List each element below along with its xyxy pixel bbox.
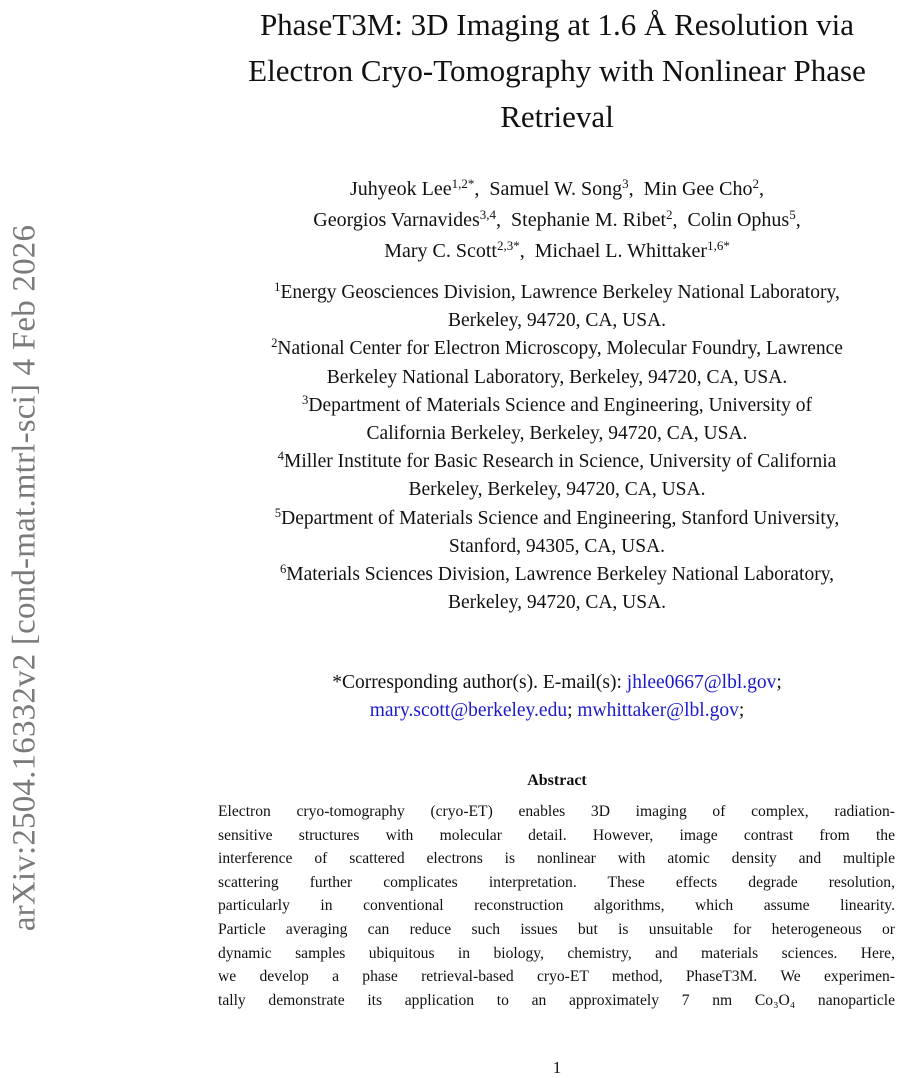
author-list [198,174,916,267]
title-line: Retrieval [500,99,614,134]
abstract-body [218,800,895,1012]
email-link[interactable]: mwhittaker@lbl.gov [577,700,739,721]
author: Colin Ophus$^5$, [687,206,801,231]
abstract-line: particularly in conventional reconstruction algorithms, which assume linearity. [218,897,895,915]
author-line [198,174,916,205]
abstract-line: dynamic samples ubiquitous in biology, chemistry, and materials sciences. Here, [218,944,895,962]
arxiv-identifier-stamp: arXiv:2504.16332v2 [cond-mat.mtrl-sci] 4 Feb 2026 [6,224,43,932]
author: Min Gee Cho$^2$, [643,175,765,200]
affiliation: $^2$National Center for Electron Microscopy, Molecular Foundry, Lawrence Berkeley National Laboratory, Berkeley, 94720, CA, USA. [271,336,843,388]
affiliation: $^5$Department of Materials Science and Engineering, Stanford University, Stanford, 94305, CA, USA. [274,505,840,557]
title-line: Electron Cryo-Tomography with Nonlinear Phase [248,53,866,88]
abstract-line: scattering further complicates interpretation. These effects degrade resolution, [218,873,895,891]
author-line [198,205,916,236]
paper-title [198,2,916,140]
author: Samuel W. Song$^3$, [489,175,634,200]
email-link[interactable]: mary.scott@berkeley.edu [369,700,568,721]
author-line [198,236,916,267]
affiliation: $^1$Energy Geosciences Division, Lawrence Berkeley National Laboratory, Berkeley, 94720, CA, USA. [274,280,840,332]
author: Stephanie M. Ribet$^2$, [511,206,678,231]
affiliation-list [198,279,916,617]
author: Georgios Varnavides$^{3,4}$, [313,206,502,231]
abstract-line: tally demonstrate its application to an approximately 7 nm Co₃O₄ nanoparticle [218,991,895,1009]
page-number: 1 [552,1058,562,1077]
corresponding-authors: *Corresponding author(s). E-mail(s): jhlee0667@lbl.gov; mary.scott@berkeley.edu; mwhittaker@lbl.gov; [332,672,782,721]
affiliation: $^3$Department of Materials Science and Engineering, University of California Berkeley, Berkeley, 94720, CA, USA. [302,392,812,445]
title-line: PhaseT3M: 3D Imaging at 1.6 Å Resolution via [259,7,855,42]
abstract-line: interference of scattered electrons is nonlinear with atomic density and multiple [218,850,895,868]
abstract-line: we develop a phase retrieval-based cryo-ET method, PhaseT3M. We experimen- [218,968,895,986]
affiliation: $^6$Materials Sciences Division, Lawrence Berkeley National Laboratory, Berkeley, 94720, CA, USA. [279,562,835,614]
corresponding-label: *Corresponding author(s). E-mail(s): [332,672,627,693]
abstract-line: Particle averaging can reduce such issues but is unsuitable for heterogeneous or [218,920,895,938]
abstract-line: sensitive structures with molecular detail. However, image contrast from the [218,826,895,844]
abstract-heading: Abstract [527,772,587,789]
abstract-line: Electron cryo-tomography (cryo-ET) enables 3D imaging of complex, radiation- [218,803,895,820]
email-link[interactable]: jhlee0667@lbl.gov [626,672,777,693]
author: Michael L. Whittaker$^{1,6*}$ [534,237,730,262]
author: Juhyeok Lee$^{1,2*}$, [349,175,480,200]
author: Mary C. Scott$^{2,3*}$, [384,237,525,262]
affiliation: $^4$Miller Institute for Basic Research in Science, University of California Berkeley, Berkeley, 94720, CA, USA. [277,449,837,501]
